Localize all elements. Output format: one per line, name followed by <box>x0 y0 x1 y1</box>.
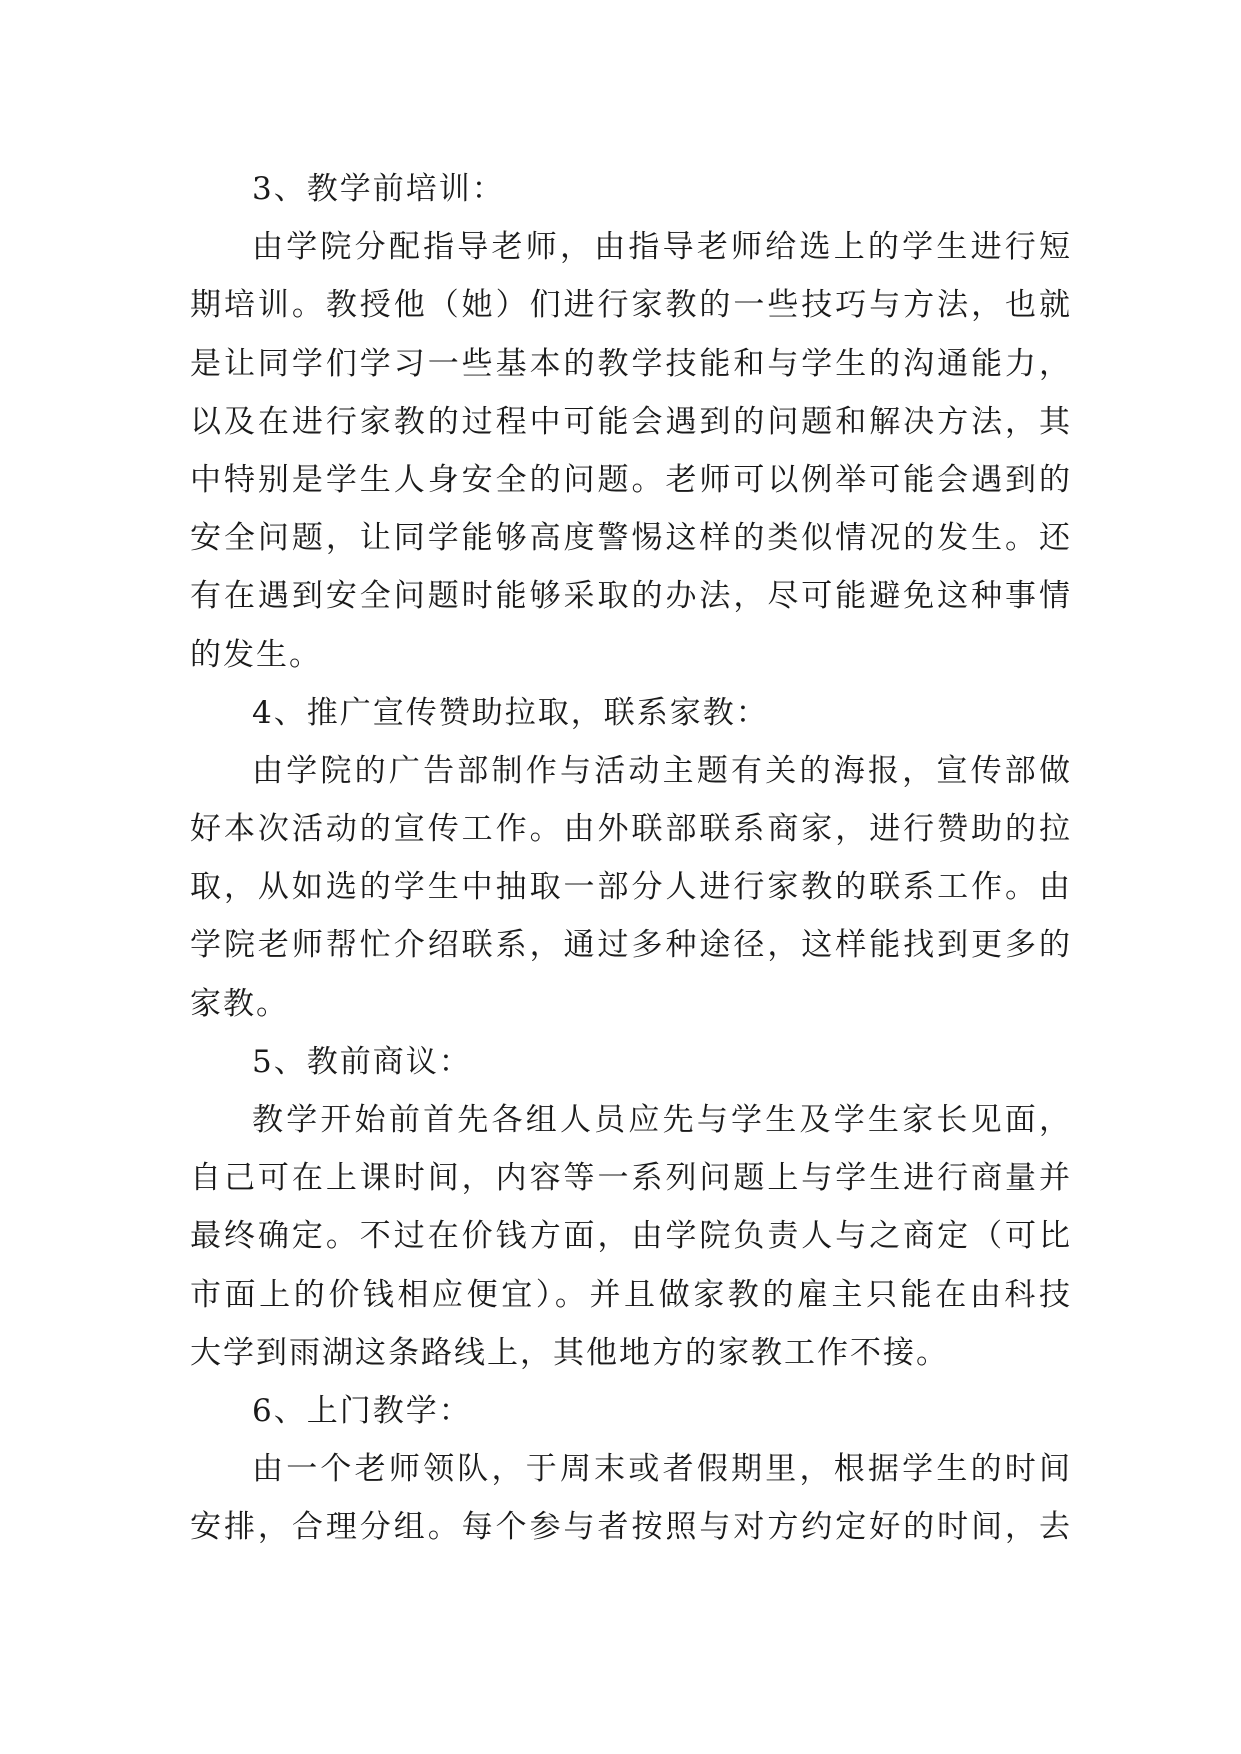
paragraph-line: 学院老师帮忙介绍联系，通过多种途径，这样能找到更多的 <box>190 927 1070 964</box>
paragraph-line: 期培训。教授他（她）们进行家教的一些技巧与方法，也就 <box>190 287 1070 324</box>
document-body <box>190 160 1070 1557</box>
paragraph-line: 最终确定。不过在价钱方面，由学院负责人与之商定（可比 <box>190 1218 1070 1255</box>
paragraph-line: 是让同学们学习一些基本的教学技能和与学生的沟通能力， <box>190 345 1070 382</box>
paragraph-line: 中特别是学生人身安全的问题。老师可以例举可能会遇到的 <box>190 461 1070 498</box>
paragraph-line: 市面上的价钱相应便宜）。并且做家教的雇主只能在由科技 <box>190 1276 1070 1313</box>
paragraph-line: 自己可在上课时间，内容等一系列问题上与学生进行商量并 <box>190 1160 1070 1197</box>
paragraph-line-last: 家教。 <box>190 985 289 1022</box>
paragraph-line-last: 大学到雨湖这条路线上，其他地方的家教工作不接。 <box>190 1334 949 1371</box>
paragraph-line: 有在遇到安全问题时能够采取的办法，尽可能避免这种事情 <box>190 578 1070 615</box>
section-heading-home-teaching: 6、上门教学： <box>252 1392 472 1429</box>
paragraph-line: 由学院分配指导老师，由指导老师给选上的学生进行短 <box>252 229 1070 266</box>
paragraph-line: 由一个老师领队，于周末或者假期里，根据学生的时间 <box>252 1451 1070 1488</box>
paragraph-line: 安排，合理分组。每个参与者按照与对方约定好的时间，去 <box>190 1509 1070 1546</box>
section-heading-training: 3、教学前培训： <box>252 171 505 207</box>
paragraph-line: 教学开始前首先各组人员应先与学生及学生家长见面， <box>252 1102 1070 1138</box>
paragraph-line-last: 的发生。 <box>190 636 322 673</box>
paragraph-line: 安全问题，让同学能够高度警惕这样的类似情况的发生。还 <box>190 520 1070 557</box>
section-heading-discussion: 5、教前商议： <box>252 1043 472 1080</box>
section-heading-promotion: 4、推广宣传赞助拉取，联系家教： <box>252 694 769 731</box>
paragraph-line: 以及在进行家教的过程中可能会遇到的问题和解决方法，其 <box>190 403 1070 440</box>
paragraph-line: 由学院的广告部制作与活动主题有关的海报，宣传部做 <box>252 752 1070 789</box>
paragraph-line: 取，从如选的学生中抽取一部分人进行家教的联系工作。由 <box>190 869 1070 906</box>
paragraph-line: 好本次活动的宣传工作。由外联部联系商家，进行赞助的拉 <box>190 811 1070 848</box>
